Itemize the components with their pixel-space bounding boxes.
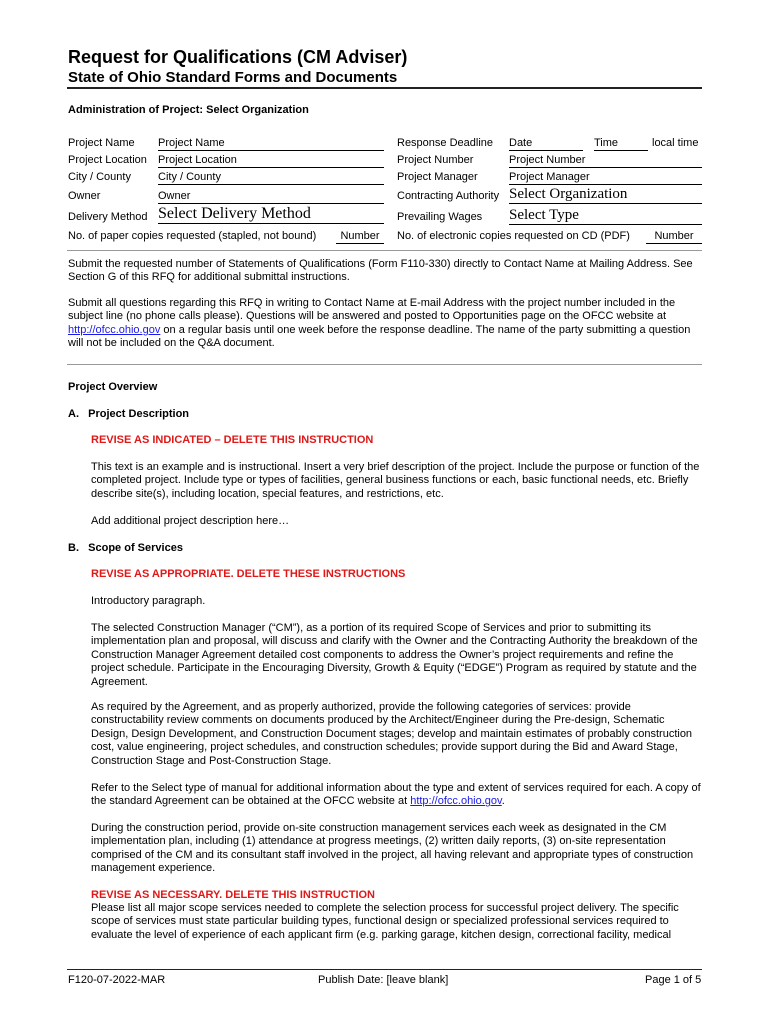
project-location-label: Project Location <box>68 154 147 166</box>
section-a-paragraph: This text is an example and is instructional. Insert a very brief description of the project. Include the purpose or function of the completed project. Include type or types of facilities, general business functions or each, basic functional needs, etc. Briefly describe site(s), including location, special features, and restrictions, etc. <box>91 461 700 500</box>
ofcc-link-2[interactable]: http://ofcc.ohio.gov <box>410 795 502 808</box>
page-number: Page 1 of 5 <box>645 974 702 986</box>
paper-copies-field[interactable]: Number <box>336 230 384 244</box>
ofcc-link[interactable]: http://ofcc.ohio.gov <box>68 323 161 336</box>
electronic-copies-label: No. of electronic copies requested on CD (PDF) <box>397 230 630 242</box>
form-id: F120-07-2022-MAR <box>68 974 166 986</box>
deadline-date-field[interactable]: Date <box>509 137 583 151</box>
admin-rule <box>67 250 702 251</box>
project-manager-label: Project Manager <box>397 171 478 183</box>
section-b-instruction: REVISE AS APPROPRIATE. DELETE THESE INSTRUCTIONS <box>91 568 406 580</box>
project-name-label: Project Name <box>68 137 135 149</box>
prevailing-wages-label: Prevailing Wages <box>397 211 483 223</box>
questions-paragraph: Submit all questions regarding this RFQ in writing to Contact Name at E-mail Address with the project number included in the subject line (no phone calls please). Questions will be answered and posted to Opportunities page on the OFCC website at http://ofcc.ohio.gov on a regular basis until one week before the response deadline. The name of the party submitting a question will not be included on the Q&A document. <box>68 297 691 350</box>
paper-copies-label: No. of paper copies requested (stapled, not bound) <box>68 230 317 242</box>
contracting-authority-label: Contracting Authority <box>397 190 500 202</box>
electronic-copies-field[interactable]: Number <box>646 230 702 244</box>
section-a-additional: Add additional project description here… <box>91 515 290 527</box>
project-number-label: Project Number <box>397 154 474 166</box>
submit-paragraph: Submit the requested number of Statements of Qualifications (Form F110-330) directly to Contact Name at Mailing Address. See Section G of this RFQ for additional submittal instructions. <box>68 258 693 284</box>
city-county-label: City / County <box>68 171 131 183</box>
project-number-field[interactable]: Project Number <box>509 154 702 168</box>
section-a-heading: A. Project Description <box>68 408 190 420</box>
intro-paragraph: Introductory paragraph. <box>91 595 206 607</box>
project-manager-field[interactable]: Project Manager <box>509 171 702 185</box>
owner-label: Owner <box>68 190 101 202</box>
prevailing-wages-select[interactable]: Select Type <box>509 206 702 225</box>
section-b-instruction-2: REVISE AS NECESSARY. DELETE THIS INSTRUCTION <box>91 889 376 901</box>
owner-field[interactable]: Owner <box>158 190 384 204</box>
contracting-authority-select[interactable]: Select Organization <box>509 185 702 204</box>
city-county-field[interactable]: City / County <box>158 171 384 185</box>
deadline-time-field[interactable]: Time <box>594 137 648 151</box>
local-time-label: local time <box>652 137 699 149</box>
project-overview-heading: Project Overview <box>68 381 158 393</box>
construction-paragraph: During the construction period, provide on-site construction management services each week as designated in the CM implementation plan, including (1) attendance at progress meetings, (2) written daily reports, (3) on-site representation comprised of the CM and its consultant staff involved in the project, all having relevant and appropriate types of construction management experience. <box>91 822 694 875</box>
section-b-heading: B. Scope of Services <box>68 542 183 554</box>
project-location-field[interactable]: Project Location <box>158 154 384 168</box>
publish-date: Publish Date: [leave blank] <box>318 974 449 986</box>
section-a-instruction: REVISE AS INDICATED – DELETE THIS INSTRUCTION <box>91 434 374 446</box>
header-rule <box>67 87 702 89</box>
delivery-method-label: Delivery Method <box>68 211 148 223</box>
scope-list-paragraph: Please list all major scope services needed to complete the selection process for successful project delivery. The specific scope of services must state particular building types, functional design or specialized professional services required to evaluate the level of experience of each applicant firm (e.g. parking garage, kitchen design, correctional facility, medical <box>91 902 679 941</box>
project-name-field[interactable]: Project Name <box>158 137 384 151</box>
document-subtitle: State of Ohio Standard Forms and Documents <box>68 69 398 86</box>
document-title: Request for Qualifications (CM Adviser) <box>68 47 408 67</box>
response-deadline-label: Response Deadline <box>397 137 494 149</box>
manual-paragraph: Refer to the Select type of manual for additional information about the type and extent of services required for each. A copy of the standard Agreement can be obtained at the OFCC website at http://ofcc.ohio.gov. <box>91 782 701 808</box>
submit-rule <box>67 364 702 365</box>
admin-heading: Administration of Project: Select Organization <box>68 104 309 116</box>
delivery-method-select[interactable]: Select Delivery Method <box>158 205 384 224</box>
services-paragraph: As required by the Agreement, and as properly authorized, provide the following categories of services: provide constructability review comments on documents produced by the Architect/Engineer during the Pre-design, Schematic Design, Design Development, and Construction Document stages; develop and maintain estimates of probably construction cost, value engineering, project schedules, and construction schedules; provide support during the Bid and Award Stage, Construction Stage and Post-Construction Stage. <box>91 701 693 767</box>
cm-paragraph: The selected Construction Manager (“CM”), as a portion of its required Scope of Services and prior to submitting its implementation plan and proposal, will discuss and clarify with the Owner and the Contracting Authority the breakdown of the Construction Manager Agreement detailed cost components to address the Owner’s project requirements and refine the project schedule. Participate in the Encouraging Diversity, Growth & Equity (“EDGE”) Program as required by statute and the Agreement. <box>91 622 698 688</box>
footer-rule <box>67 969 702 970</box>
